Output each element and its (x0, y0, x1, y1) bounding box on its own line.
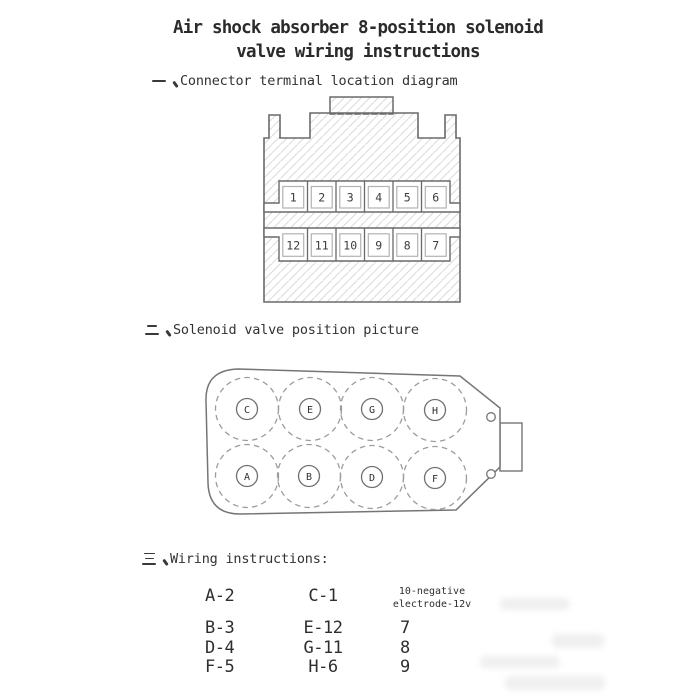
wiring-pair: G-11 (303, 638, 343, 658)
terminal-number: 7 (432, 238, 440, 253)
valve-connector-stub (500, 423, 522, 471)
power-note-line2: electrode-12v (392, 599, 472, 610)
valve-mount-hole (487, 470, 496, 479)
terminal-number: 10 (343, 238, 358, 253)
wiring-pair: E-12 (303, 618, 343, 638)
terminal-number: 6 (432, 190, 440, 205)
terminal-number: 12 (286, 238, 301, 253)
section-two-heading (145, 322, 419, 338)
wiring-pair: B-3 (205, 618, 235, 638)
valve-port-label: F (431, 473, 439, 485)
section-one-title: Connector terminal location diagram (180, 73, 458, 89)
valve-port-label: A (243, 471, 251, 483)
power-note-line1: 10-negative (398, 586, 466, 597)
section-one-heading (152, 73, 457, 89)
wiring-terminal: 8 (400, 638, 410, 658)
scan-smudge (552, 634, 604, 648)
section-three-heading (142, 551, 329, 567)
valve-port-label: C (243, 404, 251, 416)
terminal-number: 5 (403, 190, 411, 205)
section-three-title: Wiring instructions: (170, 551, 329, 567)
terminal-number: 4 (375, 190, 383, 205)
valve-port-label: D (368, 472, 376, 484)
scan-smudge (505, 676, 605, 690)
valve-port-label: G (368, 404, 376, 416)
wiring-pair: H-6 (308, 657, 338, 677)
terminal-number: 9 (375, 238, 383, 253)
terminal-number: 11 (314, 238, 329, 253)
wiring-pair: D-4 (205, 638, 235, 658)
cjk-comma-icon (163, 559, 169, 566)
terminal-number: 3 (346, 190, 354, 205)
valve-port-label: B (305, 471, 313, 483)
connector-diagram (264, 97, 460, 302)
wiring-pair: C-1 (308, 586, 338, 606)
terminal-number: 8 (403, 238, 411, 253)
scan-smudge (480, 656, 560, 668)
section-two-title: Solenoid valve position picture (173, 322, 419, 338)
section-three-number-icon (142, 552, 157, 565)
connector-top-tab (330, 97, 393, 114)
wiring-pair: A-2 (205, 586, 235, 606)
wiring-pair: F-5 (205, 657, 235, 677)
wiring-terminal: 9 (400, 657, 410, 677)
cjk-comma-icon (173, 81, 179, 88)
valve-mount-hole (487, 413, 496, 422)
scan-smudge (500, 598, 570, 610)
valve-port-label: H (431, 405, 439, 417)
page-title (0, 16, 700, 64)
page-title-line2: valve wiring instructions (236, 42, 480, 62)
wiring-terminal: 7 (400, 618, 410, 638)
section-two-number-icon (145, 323, 160, 336)
valve-body (206, 369, 500, 514)
terminal-number: 2 (318, 190, 326, 205)
valve-port-label: E (306, 404, 314, 416)
page-title-line1: Air shock absorber 8-position solenoid (173, 18, 543, 38)
section-one-number-icon (152, 74, 167, 87)
terminal-number: 1 (289, 190, 297, 205)
cjk-comma-icon (166, 330, 172, 337)
valve-diagram (206, 369, 522, 514)
